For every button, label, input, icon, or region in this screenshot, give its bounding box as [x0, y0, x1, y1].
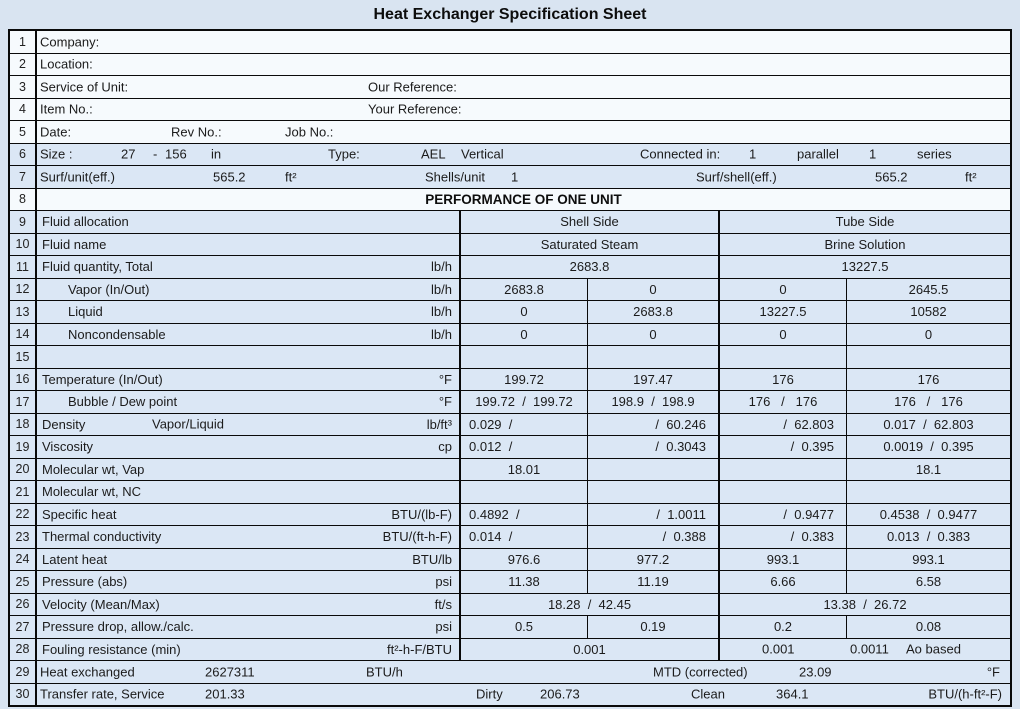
row-number: 26: [10, 594, 37, 616]
our-reference-label: Our Reference:: [368, 79, 457, 95]
shell-out-cell: / 0.388: [587, 526, 718, 548]
tube-out-cell: 0.0019 / 0.395: [846, 436, 1010, 458]
spec-row-transfer-rate: [10, 683, 1010, 706]
size-label: Size :: [40, 146, 73, 162]
spec-row-fluid-name: [10, 233, 1010, 256]
surf-unit-value: 565.2: [213, 169, 246, 185]
spec-row-surface: [10, 165, 1010, 188]
tube-out-cell: 0.017 / 62.803: [846, 414, 1010, 436]
tube-out-cell: 10582: [846, 301, 1010, 323]
row-number: 25: [10, 571, 37, 593]
parallel-count: 1: [749, 146, 757, 162]
service-label: Service of Unit:: [40, 79, 129, 95]
heat-exchanged-unit: BTU/h: [366, 664, 403, 680]
row-number: 3: [10, 76, 37, 98]
spec-row-item: [10, 98, 1010, 121]
shell-out-cell: 0: [587, 279, 718, 301]
spec-row-velocity: [10, 593, 1010, 616]
series-count: 1: [869, 146, 877, 162]
tube-out-cell: 176: [846, 369, 1010, 391]
spec-row-service: [10, 75, 1010, 98]
surf-shell-unit: ft²: [965, 169, 977, 185]
tube-in-cell: 0: [718, 324, 846, 346]
spec-row-fluid-quantity: [10, 255, 1010, 278]
mtd-unit: °F: [986, 664, 1000, 680]
row-number: 7: [10, 166, 37, 188]
row-number: 12: [10, 279, 37, 301]
row-unit: lb/ft³: [426, 416, 452, 432]
tube-fluid-name: Brine Solution: [718, 234, 1010, 256]
shell-out-cell: 0: [587, 324, 718, 346]
row-unit: psi: [435, 619, 452, 635]
spec-row-size: [10, 143, 1010, 166]
tube-in-cell: 993.1: [718, 549, 846, 571]
row-label: Liquid: [68, 304, 103, 320]
heat-exchanged-label: Heat exchanged: [40, 664, 135, 680]
spec-row-empty: [10, 345, 1010, 368]
spec-row-company: [10, 31, 1010, 53]
size-diameter: 27: [121, 146, 136, 162]
shell-side-header: Shell Side: [560, 214, 619, 230]
shell-out-cell: 197.47: [587, 369, 718, 391]
row-unit: ft/s: [434, 596, 452, 612]
row-label: Pressure (abs): [42, 574, 128, 590]
spec-row-mol-wt-nc: [10, 480, 1010, 503]
tube-fouling-basis: Ao based: [906, 641, 961, 657]
tube-out-cell: 993.1: [846, 549, 1010, 571]
shell-in-cell: 0.014 /: [469, 529, 513, 545]
row-unit: BTU/lb: [412, 551, 452, 567]
tube-in-cell: 176: [718, 369, 846, 391]
spec-row-performance-banner: [10, 188, 1010, 211]
surf-shell-label: Surf/shell(eff.): [696, 169, 777, 185]
page-title: Heat Exchanger Specification Sheet: [373, 5, 647, 23]
tube-fouling-calc: 0.0011: [850, 641, 889, 657]
row-label: Molecular wt, Vap: [42, 461, 145, 477]
row-number: 28: [10, 639, 37, 661]
series-label: series: [917, 146, 952, 162]
clean-value: 364.1: [776, 686, 809, 702]
row-number: 29: [10, 661, 37, 683]
shell-velocity: 18.28 / 42.45: [547, 596, 632, 612]
tube-in-cell: / 0.383: [718, 526, 846, 548]
tube-in-cell: / 62.803: [718, 414, 846, 436]
row-label: Fluid allocation: [42, 214, 129, 230]
row-unit: BTU/(ft-h-F): [382, 529, 452, 545]
spec-row-viscosity: [10, 435, 1010, 458]
shell-in-cell: 0: [520, 304, 528, 320]
tube-in-cell: 6.66: [718, 571, 846, 593]
row-label: Fouling resistance (min): [42, 641, 181, 657]
row-number: 27: [10, 616, 37, 638]
row-number: 4: [10, 99, 37, 121]
row-number: 1: [10, 31, 37, 53]
spec-row-vapor: [10, 278, 1010, 301]
size-length: 156: [165, 146, 187, 162]
spec-row-latent-heat: [10, 548, 1010, 571]
tube-calc-cell: 0.08: [846, 616, 1010, 638]
tube-in-cell: [718, 459, 846, 481]
tube-allow-cell: 0.2: [718, 616, 846, 638]
row-label: Temperature (In/Out): [42, 371, 163, 387]
item-no-label: Item No.:: [40, 101, 93, 117]
shell-in-cell: 11.38: [508, 574, 540, 590]
spec-sheet-table: [8, 29, 1012, 707]
spec-row-mol-wt-vap: [10, 458, 1010, 481]
spec-row-fouling: [10, 638, 1010, 661]
shell-out-cell: [587, 346, 718, 368]
row-unit: BTU/(lb-F): [391, 506, 452, 522]
clean-label: Clean: [691, 686, 725, 702]
row-label: Bubble / Dew point: [68, 394, 178, 410]
shell-in-cell: 976.6: [507, 551, 541, 567]
dirty-value: 206.73: [540, 686, 580, 702]
spec-row-thermal-conductivity: [10, 525, 1010, 548]
spec-row-specific-heat: [10, 503, 1010, 526]
company-label: Company:: [40, 34, 100, 50]
spec-row-pressure-drop: [10, 615, 1010, 638]
row-label: Specific heat: [42, 506, 117, 522]
job-no-label: Job No.:: [285, 124, 334, 140]
dirty-label: Dirty: [476, 686, 503, 702]
shell-out-cell: 977.2: [587, 549, 718, 571]
size-dash: -: [153, 146, 158, 162]
tube-total-flow: 13227.5: [718, 256, 1010, 278]
row-number: 17: [10, 391, 37, 413]
tube-out-cell: 6.58: [846, 571, 1010, 593]
connected-in-label: Connected in:: [640, 146, 721, 162]
shells-unit-value: 1: [511, 169, 519, 185]
row-number: 10: [10, 234, 37, 256]
shell-fouling: 0.001: [573, 641, 606, 657]
tube-out-cell: 0: [846, 324, 1010, 346]
row-label: Density: [42, 416, 86, 432]
spec-row-density: [10, 413, 1010, 436]
tube-in-cell: [718, 481, 846, 503]
row-number: 20: [10, 459, 37, 481]
row-label: Vapor (In/Out): [68, 281, 150, 297]
row-unit: °F: [438, 394, 452, 410]
row-label: Fluid name: [42, 236, 107, 252]
row-label: Thermal conductivity: [42, 529, 162, 545]
transfer-rate-service-value: 201.33: [205, 686, 245, 702]
surf-unit-unit: ft²: [285, 169, 297, 185]
surf-shell-value: 565.2: [875, 169, 908, 185]
shell-out-cell: [587, 459, 718, 481]
tube-out-cell: 18.1: [846, 459, 1010, 481]
type-value: AEL: [421, 146, 446, 162]
row-unit: lb/h: [431, 259, 452, 275]
spec-row-location: [10, 53, 1010, 76]
tube-fouling-min: 0.001: [762, 641, 795, 657]
shell-out-cell: 11.19: [587, 571, 718, 593]
tube-out-cell: 2645.5: [846, 279, 1010, 301]
shells-unit-label: Shells/unit: [425, 169, 485, 185]
shell-out-cell: / 0.3043: [587, 436, 718, 458]
tube-in-cell: [718, 346, 846, 368]
tube-out-cell: 0.4538 / 0.9477: [846, 504, 1010, 526]
row-unit: ft²-h-F/BTU: [387, 641, 452, 657]
tube-in-cell: 0: [718, 279, 846, 301]
row-number: 11: [10, 256, 37, 278]
row-number: 16: [10, 369, 37, 391]
row-label: Molecular wt, NC: [42, 484, 141, 500]
your-reference-label: Your Reference:: [368, 101, 462, 117]
spec-row-bubble-dew: [10, 390, 1010, 413]
tube-in-cell: 176 / 176: [718, 391, 846, 413]
shell-out-cell: / 1.0011: [587, 504, 718, 526]
row-number: 22: [10, 504, 37, 526]
spec-row-heat-exchanged: [10, 660, 1010, 683]
row-number: 5: [10, 121, 37, 143]
row-label: Velocity (Mean/Max): [42, 596, 160, 612]
row-number: 19: [10, 436, 37, 458]
row-unit: lb/h: [431, 326, 452, 342]
tube-out-cell: 176 / 176: [846, 391, 1010, 413]
size-unit: in: [211, 146, 222, 162]
tube-side-header: Tube Side: [718, 211, 1010, 233]
tube-out-cell: [846, 481, 1010, 503]
tube-in-cell: 13227.5: [718, 301, 846, 323]
shell-in-cell: 199.72 / 199.72: [475, 394, 573, 410]
spec-row-noncondensable: [10, 323, 1010, 346]
row-number: 21: [10, 481, 37, 503]
shell-calc-cell: 0.19: [587, 616, 718, 638]
shell-total-flow: 2683.8: [569, 259, 610, 275]
row-unit: psi: [435, 574, 452, 590]
spec-row-date: [10, 120, 1010, 143]
shell-in-cell: 0: [520, 326, 528, 342]
shell-in-cell: [461, 481, 587, 503]
type-label: Type:: [328, 146, 360, 162]
date-label: Date:: [40, 124, 72, 140]
spec-row-fluid-allocation: [10, 210, 1010, 233]
row-unit: °F: [438, 371, 452, 387]
tube-fouling: [718, 639, 1010, 661]
shell-out-cell: / 60.246: [587, 414, 718, 436]
tube-in-cell: / 0.395: [718, 436, 846, 458]
mtd-value: 23.09: [799, 664, 832, 680]
shell-out-cell: [587, 481, 718, 503]
row-number: 30: [10, 684, 37, 706]
shell-in-cell: 0.029 /: [469, 416, 513, 432]
tube-out-cell: [846, 346, 1010, 368]
row-number: 6: [10, 144, 37, 166]
parallel-label: parallel: [797, 146, 839, 162]
row-number: 2: [10, 54, 37, 76]
shell-allow-cell: 0.5: [514, 619, 534, 635]
row-unit: lb/h: [431, 304, 452, 320]
row-label: Noncondensable: [68, 326, 166, 342]
row-label: Viscosity: [42, 439, 94, 455]
spec-row-liquid: [10, 300, 1010, 323]
performance-title: PERFORMANCE OF ONE UNIT: [425, 191, 622, 207]
transfer-rate-label: Transfer rate, Service: [40, 686, 165, 702]
row-number: 14: [10, 324, 37, 346]
row-number: 18: [10, 414, 37, 436]
location-label: Location:: [40, 56, 93, 72]
row-unit: lb/h: [431, 281, 452, 297]
spec-row-pressure: [10, 570, 1010, 593]
tube-in-cell: / 0.9477: [718, 504, 846, 526]
transfer-rate-unit: BTU/(h-ft²-F): [928, 686, 1002, 702]
row-label: Latent heat: [42, 551, 108, 567]
row-unit: cp: [438, 439, 452, 455]
surf-unit-label: Surf/unit(eff.): [40, 169, 115, 185]
rev-no-label: Rev No.:: [171, 124, 222, 140]
shell-in-cell: 2683.8: [504, 281, 544, 297]
row-number: 15: [10, 346, 37, 368]
shell-in-cell: 0.4892 /: [469, 506, 520, 522]
row-label: Pressure drop, allow./calc.: [42, 619, 194, 635]
tube-out-cell: 0.013 / 0.383: [846, 526, 1010, 548]
shell-in-cell: 18.01: [507, 461, 541, 477]
row-number: 13: [10, 301, 37, 323]
shell-in-cell: 199.72: [504, 371, 544, 387]
heat-exchanged-value: 2627311: [205, 664, 255, 680]
row-number: 23: [10, 526, 37, 548]
shell-fluid-name: Saturated Steam: [540, 236, 639, 252]
row-label: Fluid quantity, Total: [42, 259, 153, 275]
shell-in-cell: 0.012 /: [469, 439, 513, 455]
row-number: 9: [10, 211, 37, 233]
orientation-value: Vertical: [461, 146, 504, 162]
mtd-label: MTD (corrected): [653, 664, 748, 680]
row-number: 8: [10, 189, 37, 211]
shell-out-cell: 2683.8: [587, 301, 718, 323]
shell-out-cell: 198.9 / 198.9: [587, 391, 718, 413]
shell-in-cell: [461, 346, 587, 368]
tube-velocity: 13.38 / 26.72: [718, 594, 1010, 616]
spec-row-temperature: [10, 368, 1010, 391]
vapor-liquid-label: Vapor/Liquid: [152, 416, 225, 432]
row-number: 24: [10, 549, 37, 571]
